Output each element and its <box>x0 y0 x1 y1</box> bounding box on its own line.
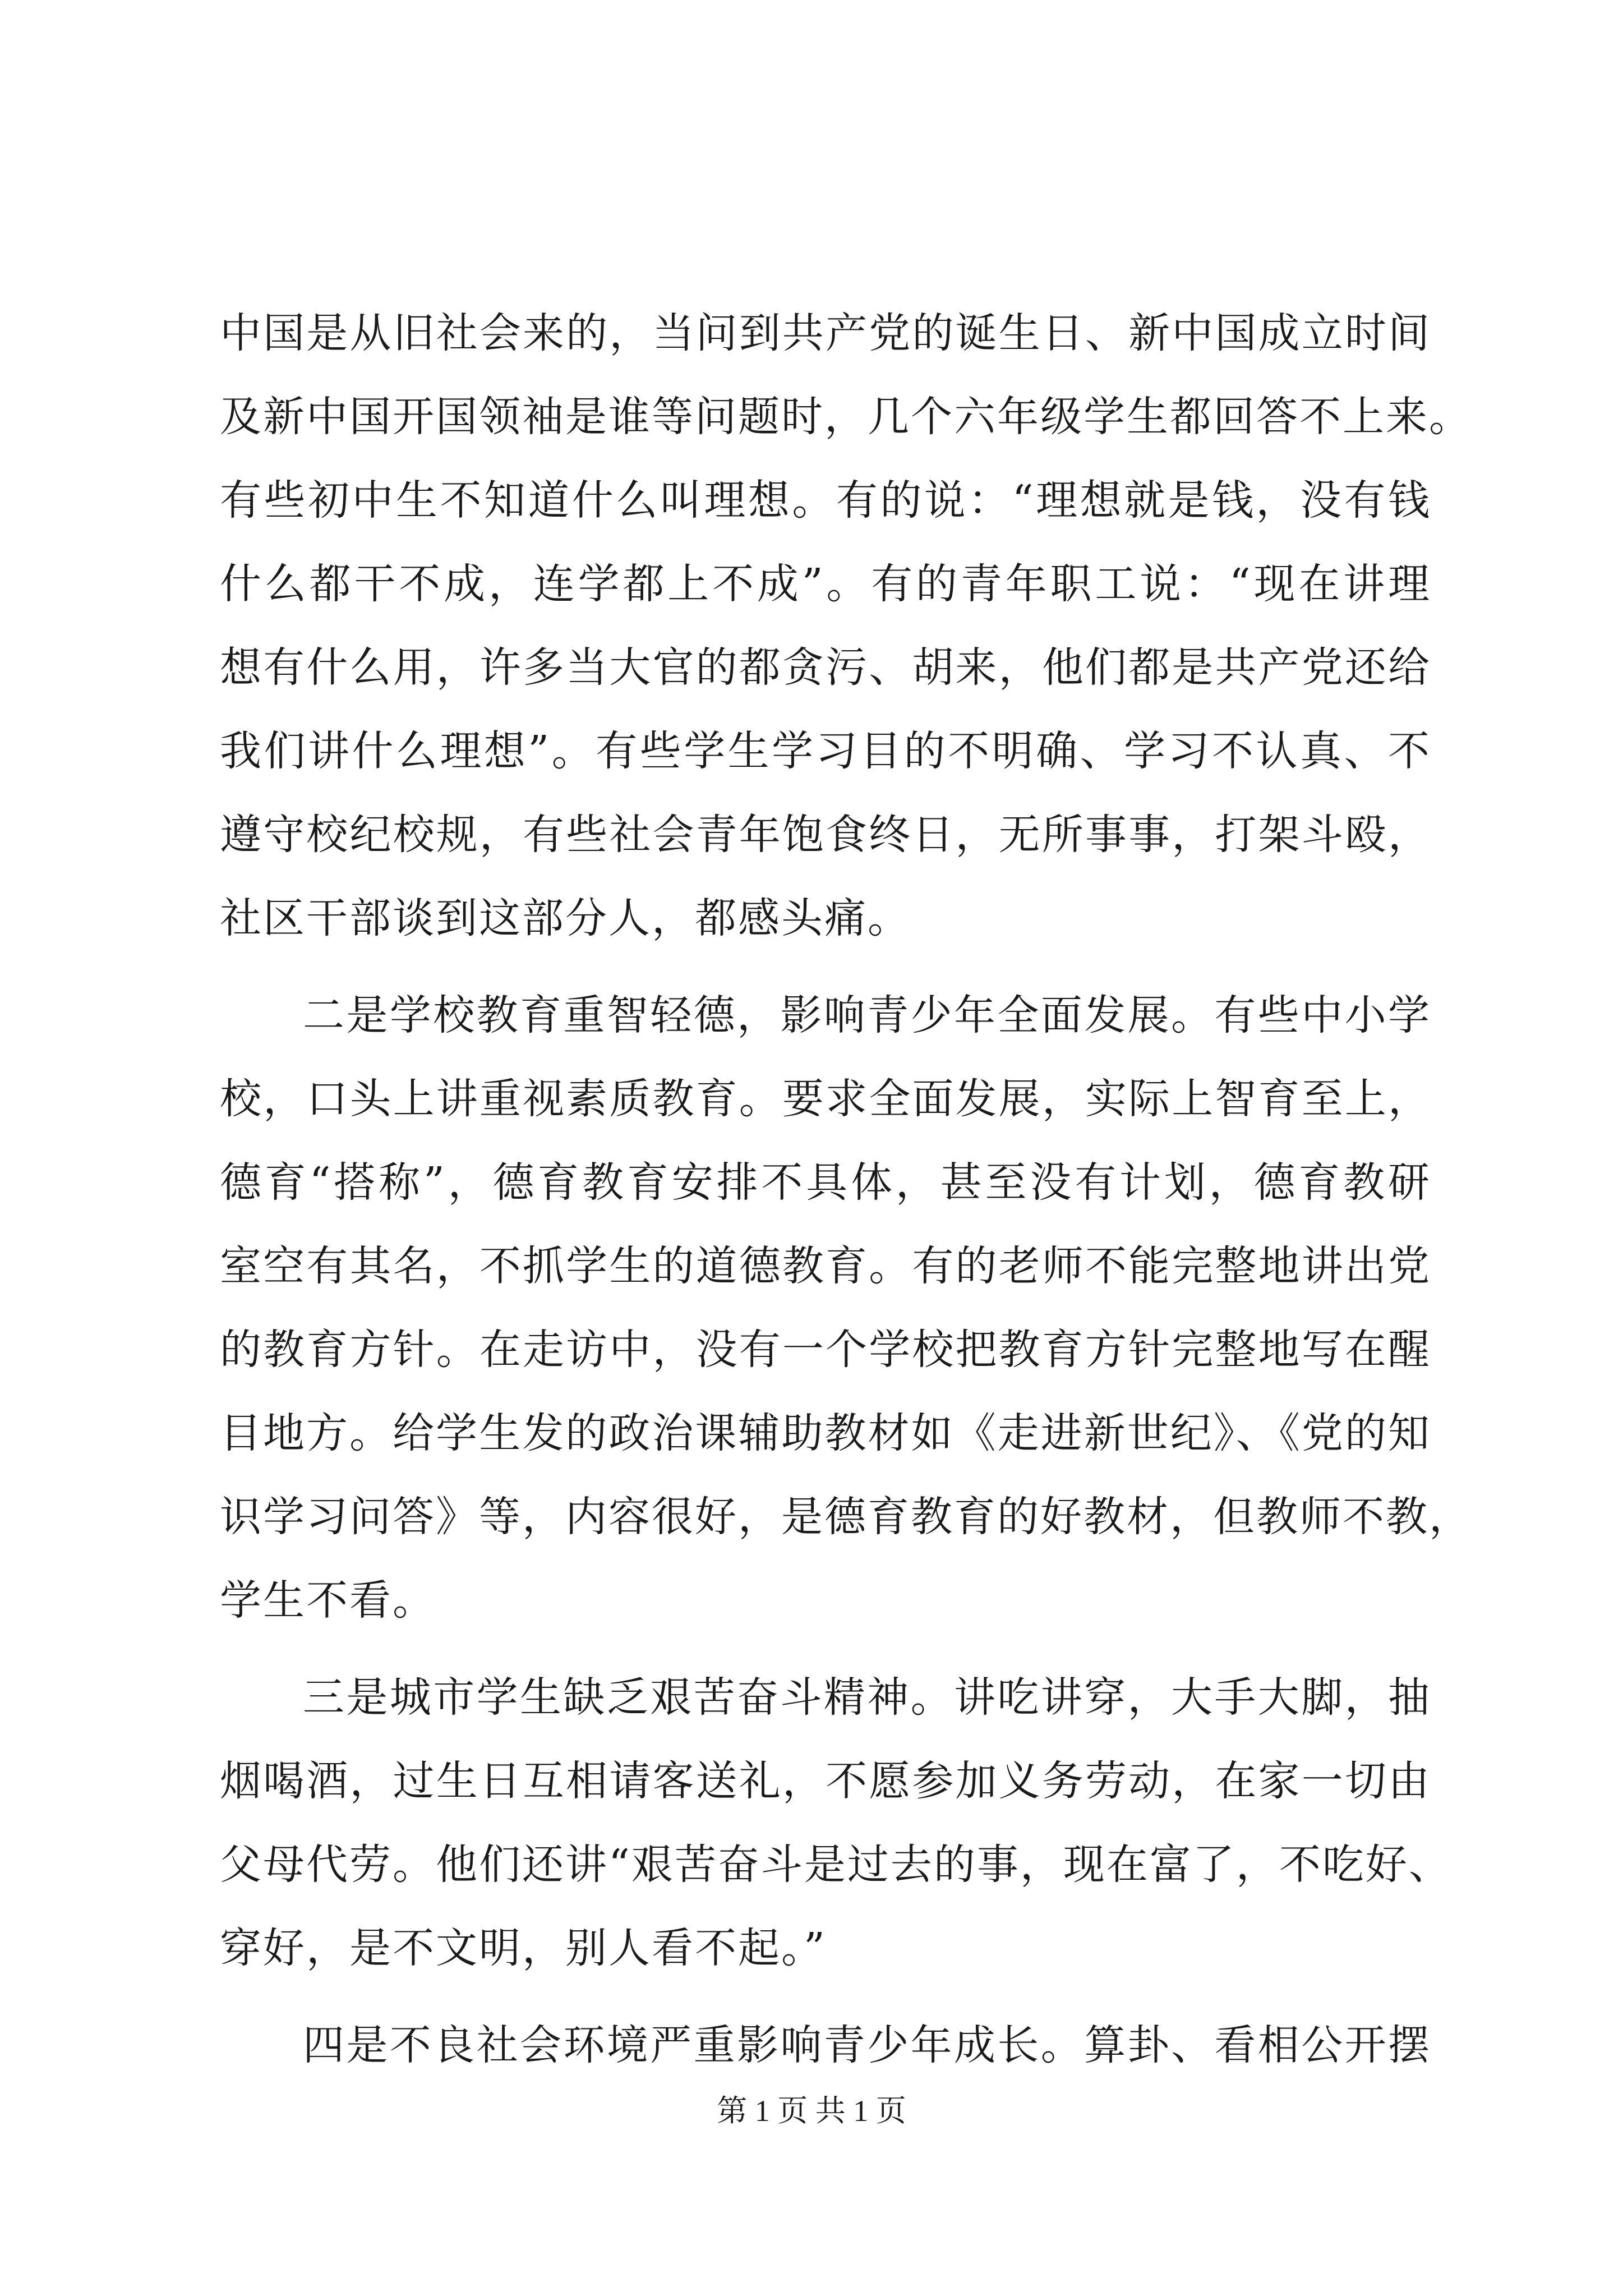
text-line: 德育“搭称”，德育教育安排不具体，甚至没有计划，德育教研 <box>220 1158 1431 1207</box>
text-line: 目地方。给学生发的政治课辅助教材如《走进新世纪》、《党的知 <box>220 1409 1431 1457</box>
paragraph-first-line: 四是不良社会环境严重影响青少年成长。算卦、看相公开摆 <box>303 2021 1431 2069</box>
text-line: 遵守校纪校规，有些社会青年饱食终日，无所事事，打架斗殴， <box>220 811 1431 859</box>
text-line: 穿好，是不文明，别人看不起。” <box>220 1924 827 1972</box>
text-line: 中国是从旧社会来的，当问到共产党的诞生日、新中国成立时间 <box>220 309 1431 357</box>
text-line: 及新中国开国领袖是谁等问题时，几个六年级学生都回答不上来。 <box>220 393 1472 441</box>
text-line: 什么都干不成，连学都上不成”。有的青年职工说：“现在讲理 <box>220 560 1431 608</box>
text-line: 校，口头上讲重视素质教育。要求全面发展，实际上智育至上， <box>220 1075 1431 1123</box>
text-line: 父母代劳。他们还讲“艰苦奋斗是过去的事，现在富了，不吃好、 <box>220 1841 1452 1889</box>
text-line: 烟喝酒，过生日互相请客送礼，不愿参加义务劳动，在家一切由 <box>220 1757 1431 1805</box>
document-body <box>220 292 1472 2087</box>
text-line: 室空有其名，不抓学生的道德教育。有的老师不能完整地讲出党 <box>220 1242 1431 1290</box>
paragraph-first-line: 三是城市学生缺乏艰苦奋斗精神。讲吃讲穿，大手大脚，抽 <box>303 1673 1431 1722</box>
text-line: 想有什么用，许多当大官的都贪污、胡来，他们都是共产党还给 <box>220 643 1431 692</box>
text-line: 识学习问答》等，内容很好，是德育教育的好教材，但教师不教， <box>220 1493 1472 1541</box>
text-line: 学生不看。 <box>220 1576 436 1625</box>
text-line: 有些初中生不知道什么叫理想。有的说：“理想就是钱，没有钱 <box>220 476 1431 524</box>
page-footer: 第 1 页 共 1 页 <box>717 2094 906 2128</box>
text-line: 社区干部谈到这部分人，都感头痛。 <box>220 894 911 942</box>
text-line: 的教育方针。在走访中，没有一个学校把教育方针完整地写在醒 <box>220 1326 1431 1374</box>
paragraph-first-line: 二是学校教育重智轻德，影响青少年全面发展。有些中小学 <box>303 991 1431 1039</box>
text-line: 我们讲什么理想”。有些学生学习目的不明确、学习不认真、不 <box>220 727 1431 775</box>
